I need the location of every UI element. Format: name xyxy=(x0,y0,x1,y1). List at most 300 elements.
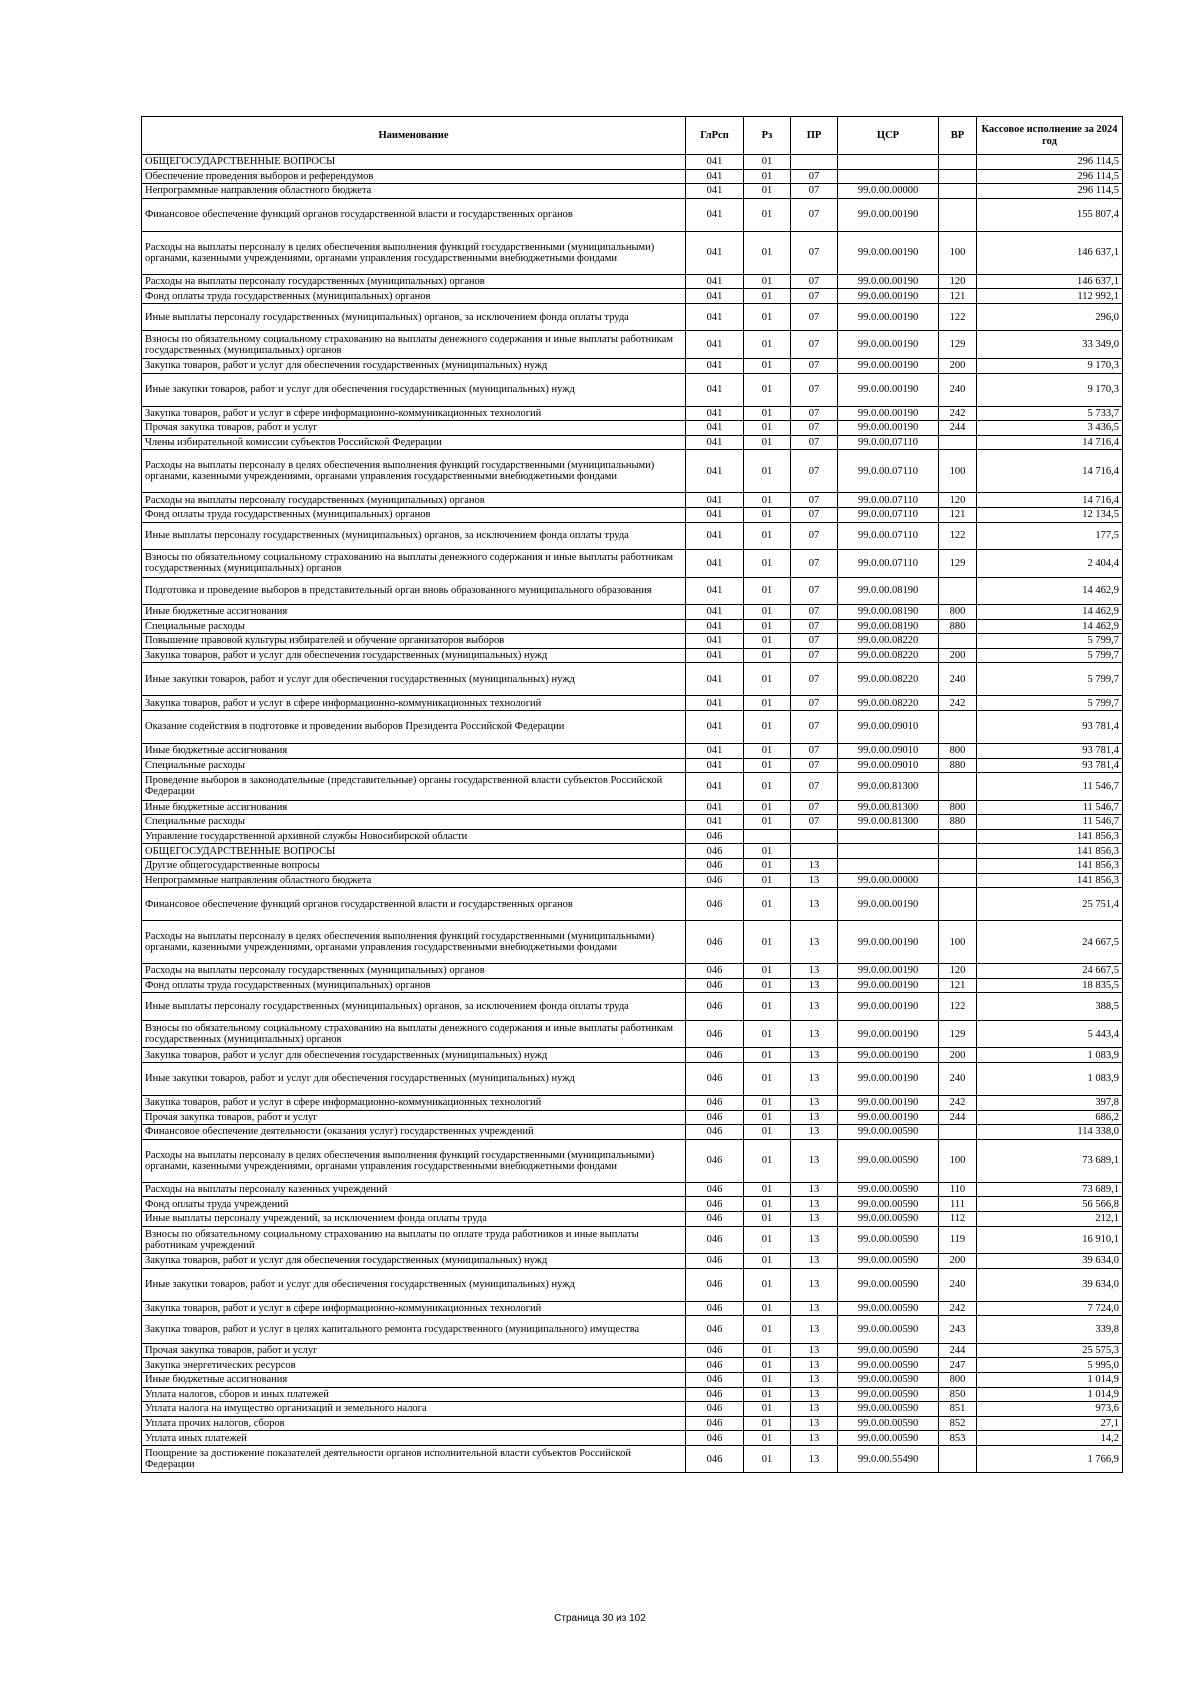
cell-name: Иные бюджетные ассигнования xyxy=(142,605,686,620)
cell-amount: 12 134,5 xyxy=(977,507,1123,522)
table-row xyxy=(142,744,1123,759)
table-row xyxy=(142,358,1123,373)
cell-vr: 120 xyxy=(939,274,977,289)
cell-csr: 99.0.00.00190 xyxy=(838,1063,939,1096)
cell-csr: 99.0.00.07110 xyxy=(838,550,939,578)
cell-name: Проведение выборов в законодательные (представительные) органы государственной власти субъектов Российской Федерации xyxy=(142,773,686,801)
cell-amount: 24 667,5 xyxy=(977,964,1123,979)
cell-csr: 99.0.00.00190 xyxy=(838,993,939,1021)
table-row xyxy=(142,800,1123,815)
table-row xyxy=(142,993,1123,1021)
cell-glrsp: 046 xyxy=(686,1268,744,1301)
cell-glrsp: 046 xyxy=(686,1387,744,1402)
cell-amount: 14 462,9 xyxy=(977,619,1123,634)
cell-pr: 07 xyxy=(791,711,838,744)
cell-name: Расходы на выплаты персоналу казенных учреждений xyxy=(142,1182,686,1197)
cell-amount: 1 083,9 xyxy=(977,1048,1123,1063)
cell-csr: 99.0.00.00190 xyxy=(838,964,939,979)
cell-pr: 07 xyxy=(791,634,838,649)
cell-csr: 99.0.00.00190 xyxy=(838,331,939,359)
cell-rz: 01 xyxy=(744,1431,791,1446)
table-row xyxy=(142,605,1123,620)
cell-name: Фонд оплаты труда учреждений xyxy=(142,1197,686,1212)
table-row xyxy=(142,373,1123,406)
cell-name: Закупка товаров, работ и услуг для обеспечения государственных (муниципальных) нужд xyxy=(142,648,686,663)
cell-rz: 01 xyxy=(744,921,791,964)
cell-amount: 39 634,0 xyxy=(977,1254,1123,1269)
cell-pr: 13 xyxy=(791,1212,838,1227)
cell-amount: 5 799,7 xyxy=(977,634,1123,649)
cell-glrsp: 041 xyxy=(686,507,744,522)
cell-name: Фонд оплаты труда государственных (муниципальных) органов xyxy=(142,978,686,993)
cell-vr: 111 xyxy=(939,1197,977,1212)
cell-name: Закупка товаров, работ и услуг для обеспечения государственных (муниципальных) нужд xyxy=(142,358,686,373)
cell-pr: 13 xyxy=(791,1387,838,1402)
cell-name: Непрограммные направления областного бюджета xyxy=(142,184,686,199)
cell-amount: 93 781,4 xyxy=(977,744,1123,759)
cell-glrsp: 046 xyxy=(686,1445,744,1473)
cell-pr: 13 xyxy=(791,1063,838,1096)
cell-vr: 242 xyxy=(939,1096,977,1111)
table-row xyxy=(142,1197,1123,1212)
cell-vr: 880 xyxy=(939,815,977,830)
cell-rz: 01 xyxy=(744,634,791,649)
cell-name: Иные закупки товаров, работ и услуг для обеспечения государственных (муниципальных) нужд xyxy=(142,1063,686,1096)
table-row xyxy=(142,1358,1123,1373)
cell-pr: 13 xyxy=(791,888,838,921)
cell-rz: 01 xyxy=(744,331,791,359)
cell-pr: 13 xyxy=(791,859,838,874)
cell-rz: 01 xyxy=(744,421,791,436)
cell-csr: 99.0.00.00190 xyxy=(838,231,939,274)
cell-vr: 800 xyxy=(939,1372,977,1387)
cell-pr: 07 xyxy=(791,184,838,199)
cell-vr xyxy=(939,155,977,170)
cell-glrsp: 041 xyxy=(686,800,744,815)
table-row xyxy=(142,758,1123,773)
cell-rz: 01 xyxy=(744,1125,791,1140)
table-row xyxy=(142,198,1123,231)
cell-rz: 01 xyxy=(744,888,791,921)
cell-rz: 01 xyxy=(744,964,791,979)
cell-glrsp: 046 xyxy=(686,1254,744,1269)
cell-glrsp: 046 xyxy=(686,1197,744,1212)
table-row xyxy=(142,1431,1123,1446)
cell-csr: 99.0.00.00190 xyxy=(838,978,939,993)
cell-csr: 99.0.00.07110 xyxy=(838,493,939,508)
cell-name: Специальные расходы xyxy=(142,758,686,773)
cell-csr: 99.0.00.00000 xyxy=(838,873,939,888)
cell-glrsp: 046 xyxy=(686,1301,744,1316)
header-csr: ЦСР xyxy=(838,117,939,155)
page-number: Страница 30 из 102 xyxy=(554,1613,646,1624)
cell-glrsp: 046 xyxy=(686,993,744,1021)
cell-name: Расходы на выплаты персоналу в целях обеспечения выполнения функций государственными (муниципальными) органами, казенными учреждениями, органами управления государственными внебюджетными фондами xyxy=(142,921,686,964)
cell-csr xyxy=(838,155,939,170)
cell-pr: 13 xyxy=(791,1020,838,1048)
cell-csr: 99.0.00.81300 xyxy=(838,800,939,815)
cell-amount: 73 689,1 xyxy=(977,1139,1123,1182)
cell-amount: 296,0 xyxy=(977,303,1123,331)
cell-amount: 177,5 xyxy=(977,522,1123,550)
cell-csr: 99.0.00.07110 xyxy=(838,507,939,522)
cell-name: Закупка товаров, работ и услуг в сфере информационно-коммуникационных технологий xyxy=(142,1301,686,1316)
cell-pr: 07 xyxy=(791,663,838,696)
cell-rz: 01 xyxy=(744,1226,791,1254)
cell-vr: 240 xyxy=(939,1063,977,1096)
cell-vr: 121 xyxy=(939,507,977,522)
cell-amount: 27,1 xyxy=(977,1416,1123,1431)
cell-name: Закупка энергетических ресурсов xyxy=(142,1358,686,1373)
cell-vr xyxy=(939,577,977,605)
cell-name: Финансовое обеспечение функций органов государственной власти и государственных органов xyxy=(142,888,686,921)
table-row xyxy=(142,1020,1123,1048)
cell-amount: 14 462,9 xyxy=(977,577,1123,605)
cell-glrsp: 046 xyxy=(686,859,744,874)
cell-vr: 121 xyxy=(939,289,977,304)
cell-glrsp: 041 xyxy=(686,648,744,663)
cell-rz: 01 xyxy=(744,289,791,304)
cell-name: Взносы по обязательному социальному страхованию на выплаты денежного содержания и иные выплаты работникам государственных (муниципальных) органов xyxy=(142,331,686,359)
budget-execution-table xyxy=(141,116,1123,1473)
cell-rz: 01 xyxy=(744,619,791,634)
table-row xyxy=(142,303,1123,331)
cell-rz: 01 xyxy=(744,1110,791,1125)
table-row xyxy=(142,1125,1123,1140)
cell-amount: 93 781,4 xyxy=(977,758,1123,773)
cell-vr: 100 xyxy=(939,231,977,274)
cell-pr: 13 xyxy=(791,964,838,979)
cell-csr: 99.0.00.00590 xyxy=(838,1402,939,1417)
cell-vr xyxy=(939,844,977,859)
cell-glrsp: 046 xyxy=(686,1431,744,1446)
cell-name: Прочая закупка товаров, работ и услуг xyxy=(142,1110,686,1125)
cell-vr: 240 xyxy=(939,663,977,696)
cell-vr xyxy=(939,829,977,844)
cell-pr: 07 xyxy=(791,493,838,508)
cell-name: Взносы по обязательному социальному страхованию на выплаты по оплате труда работников и иные выплаты работникам учреждений xyxy=(142,1226,686,1254)
cell-amount: 1 014,9 xyxy=(977,1372,1123,1387)
header-amount: Кассовое исполнение за 2024 год xyxy=(977,117,1123,155)
cell-pr: 07 xyxy=(791,800,838,815)
table-row xyxy=(142,1416,1123,1431)
cell-pr: 07 xyxy=(791,450,838,493)
cell-name: Фонд оплаты труда государственных (муниципальных) органов xyxy=(142,289,686,304)
cell-name: Взносы по обязательному социальному страхованию на выплаты денежного содержания и иные выплаты работникам государственных (муниципальных) органов xyxy=(142,1020,686,1048)
cell-name: ОБЩЕГОСУДАРСТВЕННЫЕ ВОПРОСЫ xyxy=(142,844,686,859)
cell-pr: 13 xyxy=(791,873,838,888)
cell-rz: 01 xyxy=(744,1139,791,1182)
cell-rz: 01 xyxy=(744,358,791,373)
table-row xyxy=(142,274,1123,289)
cell-csr: 99.0.00.00590 xyxy=(838,1301,939,1316)
cell-glrsp: 046 xyxy=(686,1139,744,1182)
cell-rz xyxy=(744,829,791,844)
cell-amount: 14,2 xyxy=(977,1431,1123,1446)
table-row xyxy=(142,1182,1123,1197)
cell-glrsp: 041 xyxy=(686,421,744,436)
cell-name: ОБЩЕГОСУДАРСТВЕННЫЕ ВОПРОСЫ xyxy=(142,155,686,170)
cell-pr: 07 xyxy=(791,331,838,359)
cell-vr: 200 xyxy=(939,1254,977,1269)
cell-glrsp: 041 xyxy=(686,406,744,421)
table-header-row xyxy=(142,117,1123,155)
cell-glrsp: 046 xyxy=(686,1226,744,1254)
cell-vr: 247 xyxy=(939,1358,977,1373)
cell-csr: 99.0.00.00190 xyxy=(838,888,939,921)
cell-pr xyxy=(791,155,838,170)
cell-csr: 99.0.00.00190 xyxy=(838,421,939,436)
cell-csr: 99.0.00.00590 xyxy=(838,1416,939,1431)
cell-name: Расходы на выплаты персоналу в целях обеспечения выполнения функций государственными (муниципальными) органами, казенными учреждениями, органами управления государственными внебюджетными фондами xyxy=(142,231,686,274)
cell-vr: 100 xyxy=(939,921,977,964)
cell-pr: 07 xyxy=(791,358,838,373)
cell-amount: 93 781,4 xyxy=(977,711,1123,744)
cell-vr xyxy=(939,435,977,450)
table-row xyxy=(142,663,1123,696)
cell-amount: 5 799,7 xyxy=(977,663,1123,696)
cell-glrsp: 041 xyxy=(686,358,744,373)
table-row xyxy=(142,1048,1123,1063)
cell-pr: 13 xyxy=(791,1139,838,1182)
cell-glrsp: 041 xyxy=(686,550,744,578)
table-row xyxy=(142,1387,1123,1402)
table-row xyxy=(142,435,1123,450)
cell-glrsp: 046 xyxy=(686,1358,744,1373)
cell-vr: 100 xyxy=(939,1139,977,1182)
cell-glrsp: 041 xyxy=(686,331,744,359)
cell-amount: 141 856,3 xyxy=(977,844,1123,859)
cell-pr: 07 xyxy=(791,773,838,801)
cell-glrsp: 041 xyxy=(686,663,744,696)
cell-csr: 99.0.00.00590 xyxy=(838,1125,939,1140)
cell-csr: 99.0.00.08190 xyxy=(838,577,939,605)
cell-csr: 99.0.00.00590 xyxy=(838,1431,939,1446)
cell-vr: 112 xyxy=(939,1212,977,1227)
table-row xyxy=(142,921,1123,964)
cell-glrsp: 046 xyxy=(686,829,744,844)
cell-pr: 13 xyxy=(791,978,838,993)
cell-vr: 242 xyxy=(939,406,977,421)
cell-rz: 01 xyxy=(744,1268,791,1301)
cell-glrsp: 046 xyxy=(686,1182,744,1197)
cell-vr xyxy=(939,773,977,801)
table-row xyxy=(142,1316,1123,1344)
cell-vr: 880 xyxy=(939,619,977,634)
cell-rz: 01 xyxy=(744,663,791,696)
cell-pr: 07 xyxy=(791,169,838,184)
cell-csr: 99.0.00.00190 xyxy=(838,358,939,373)
cell-rz: 01 xyxy=(744,696,791,711)
cell-vr: 100 xyxy=(939,450,977,493)
cell-name: Иные выплаты персоналу государственных (муниципальных) органов, за исключением фонда оплаты труда xyxy=(142,303,686,331)
table-row xyxy=(142,1139,1123,1182)
table-row xyxy=(142,859,1123,874)
cell-glrsp: 041 xyxy=(686,773,744,801)
cell-rz: 01 xyxy=(744,1048,791,1063)
table-row xyxy=(142,1110,1123,1125)
table-row xyxy=(142,1226,1123,1254)
cell-csr: 99.0.00.00590 xyxy=(838,1387,939,1402)
cell-rz: 01 xyxy=(744,198,791,231)
cell-name: Расходы на выплаты персоналу государственных (муниципальных) органов xyxy=(142,964,686,979)
cell-rz: 01 xyxy=(744,1301,791,1316)
table-row xyxy=(142,507,1123,522)
cell-csr: 99.0.00.00190 xyxy=(838,373,939,406)
cell-glrsp: 046 xyxy=(686,844,744,859)
cell-glrsp: 046 xyxy=(686,1125,744,1140)
cell-name: Оказание содействия в подготовке и проведении выборов Президента Российской Федерации xyxy=(142,711,686,744)
cell-pr: 07 xyxy=(791,406,838,421)
cell-rz: 01 xyxy=(744,1316,791,1344)
cell-amount: 2 404,4 xyxy=(977,550,1123,578)
cell-name: Иные закупки товаров, работ и услуг для обеспечения государственных (муниципальных) нужд xyxy=(142,1268,686,1301)
cell-glrsp: 041 xyxy=(686,435,744,450)
cell-csr: 99.0.00.08220 xyxy=(838,648,939,663)
cell-glrsp: 041 xyxy=(686,274,744,289)
cell-name: Закупка товаров, работ и услуг в сфере информационно-коммуникационных технологий xyxy=(142,1096,686,1111)
cell-rz: 01 xyxy=(744,406,791,421)
cell-csr: 99.0.00.00190 xyxy=(838,1020,939,1048)
cell-rz: 01 xyxy=(744,758,791,773)
cell-name: Финансовое обеспечение функций органов государственной власти и государственных органов xyxy=(142,198,686,231)
cell-amount: 7 724,0 xyxy=(977,1301,1123,1316)
cell-amount: 5 799,7 xyxy=(977,696,1123,711)
cell-glrsp: 046 xyxy=(686,1402,744,1417)
cell-amount: 141 856,3 xyxy=(977,829,1123,844)
cell-amount: 11 546,7 xyxy=(977,773,1123,801)
table-row xyxy=(142,1063,1123,1096)
cell-pr: 07 xyxy=(791,605,838,620)
cell-vr xyxy=(939,859,977,874)
cell-amount: 5 995,0 xyxy=(977,1358,1123,1373)
cell-amount: 9 170,3 xyxy=(977,358,1123,373)
cell-vr: 851 xyxy=(939,1402,977,1417)
cell-csr: 99.0.00.00590 xyxy=(838,1182,939,1197)
cell-amount: 1 766,9 xyxy=(977,1445,1123,1473)
cell-pr: 13 xyxy=(791,1431,838,1446)
cell-amount: 56 566,8 xyxy=(977,1197,1123,1212)
cell-name: Иные выплаты персоналу государственных (муниципальных) органов, за исключением фонда оплаты труда xyxy=(142,522,686,550)
cell-rz: 01 xyxy=(744,493,791,508)
table-row xyxy=(142,231,1123,274)
cell-rz: 01 xyxy=(744,773,791,801)
cell-name: Непрограммные направления областного бюджета xyxy=(142,873,686,888)
table-body xyxy=(142,155,1123,1473)
cell-pr: 13 xyxy=(791,1048,838,1063)
cell-rz: 01 xyxy=(744,231,791,274)
cell-glrsp: 041 xyxy=(686,634,744,649)
cell-vr: 200 xyxy=(939,1048,977,1063)
cell-pr: 07 xyxy=(791,303,838,331)
cell-vr: 240 xyxy=(939,1268,977,1301)
cell-name: Закупка товаров, работ и услуг в целях капитального ремонта государственного (муниципального) имущества xyxy=(142,1316,686,1344)
table-row xyxy=(142,1096,1123,1111)
table-row xyxy=(142,648,1123,663)
cell-pr: 07 xyxy=(791,815,838,830)
cell-glrsp: 046 xyxy=(686,1316,744,1344)
cell-pr: 13 xyxy=(791,921,838,964)
cell-amount: 296 114,5 xyxy=(977,184,1123,199)
table-row xyxy=(142,634,1123,649)
cell-glrsp: 041 xyxy=(686,758,744,773)
table-row xyxy=(142,522,1123,550)
cell-amount: 388,5 xyxy=(977,993,1123,1021)
cell-csr: 99.0.00.00590 xyxy=(838,1226,939,1254)
cell-pr xyxy=(791,844,838,859)
cell-amount: 296 114,5 xyxy=(977,155,1123,170)
table-row xyxy=(142,844,1123,859)
cell-vr xyxy=(939,711,977,744)
cell-pr: 07 xyxy=(791,373,838,406)
cell-glrsp: 041 xyxy=(686,198,744,231)
cell-amount: 25 751,4 xyxy=(977,888,1123,921)
cell-name: Расходы на выплаты персоналу в целях обеспечения выполнения функций государственными (муниципальными) органами, казенными учреждениями, органами управления государственными внебюджетными фондами xyxy=(142,1139,686,1182)
table-row xyxy=(142,619,1123,634)
cell-name: Иные выплаты персоналу государственных (муниципальных) органов, за исключением фонда оплаты труда xyxy=(142,993,686,1021)
cell-amount: 14 462,9 xyxy=(977,605,1123,620)
cell-amount: 5 733,7 xyxy=(977,406,1123,421)
cell-glrsp: 046 xyxy=(686,1063,744,1096)
cell-glrsp: 046 xyxy=(686,1110,744,1125)
cell-name: Уплата прочих налогов, сборов xyxy=(142,1416,686,1431)
cell-amount: 141 856,3 xyxy=(977,859,1123,874)
cell-glrsp: 046 xyxy=(686,1416,744,1431)
cell-rz: 01 xyxy=(744,1096,791,1111)
table-row xyxy=(142,421,1123,436)
cell-pr: 13 xyxy=(791,1316,838,1344)
cell-rz: 01 xyxy=(744,1416,791,1431)
cell-name: Закупка товаров, работ и услуг для обеспечения государственных (муниципальных) нужд xyxy=(142,1048,686,1063)
cell-amount: 114 338,0 xyxy=(977,1125,1123,1140)
cell-pr: 13 xyxy=(791,1110,838,1125)
cell-name: Специальные расходы xyxy=(142,619,686,634)
cell-amount: 141 856,3 xyxy=(977,873,1123,888)
cell-pr: 07 xyxy=(791,231,838,274)
cell-glrsp: 046 xyxy=(686,1343,744,1358)
cell-vr: 120 xyxy=(939,964,977,979)
cell-glrsp: 046 xyxy=(686,1212,744,1227)
cell-name: Иные бюджетные ассигнования xyxy=(142,1372,686,1387)
cell-pr: 07 xyxy=(791,198,838,231)
cell-vr: 122 xyxy=(939,993,977,1021)
table-row xyxy=(142,1343,1123,1358)
cell-pr: 13 xyxy=(791,1197,838,1212)
cell-amount: 5 799,7 xyxy=(977,648,1123,663)
table-row xyxy=(142,577,1123,605)
cell-amount: 1 014,9 xyxy=(977,1387,1123,1402)
cell-csr: 99.0.00.00190 xyxy=(838,1048,939,1063)
cell-pr: 07 xyxy=(791,522,838,550)
table-row xyxy=(142,1212,1123,1227)
cell-amount: 16 910,1 xyxy=(977,1226,1123,1254)
cell-glrsp: 041 xyxy=(686,815,744,830)
cell-pr: 13 xyxy=(791,1372,838,1387)
cell-vr xyxy=(939,1445,977,1473)
table-row xyxy=(142,829,1123,844)
cell-vr: 122 xyxy=(939,303,977,331)
cell-name: Иные бюджетные ассигнования xyxy=(142,744,686,759)
cell-glrsp: 041 xyxy=(686,619,744,634)
cell-csr: 99.0.00.00190 xyxy=(838,406,939,421)
cell-glrsp: 041 xyxy=(686,696,744,711)
cell-pr: 07 xyxy=(791,744,838,759)
cell-name: Обеспечение проведения выборов и референдумов xyxy=(142,169,686,184)
cell-vr: 243 xyxy=(939,1316,977,1344)
cell-vr xyxy=(939,873,977,888)
cell-csr: 99.0.00.00590 xyxy=(838,1358,939,1373)
cell-rz: 01 xyxy=(744,859,791,874)
